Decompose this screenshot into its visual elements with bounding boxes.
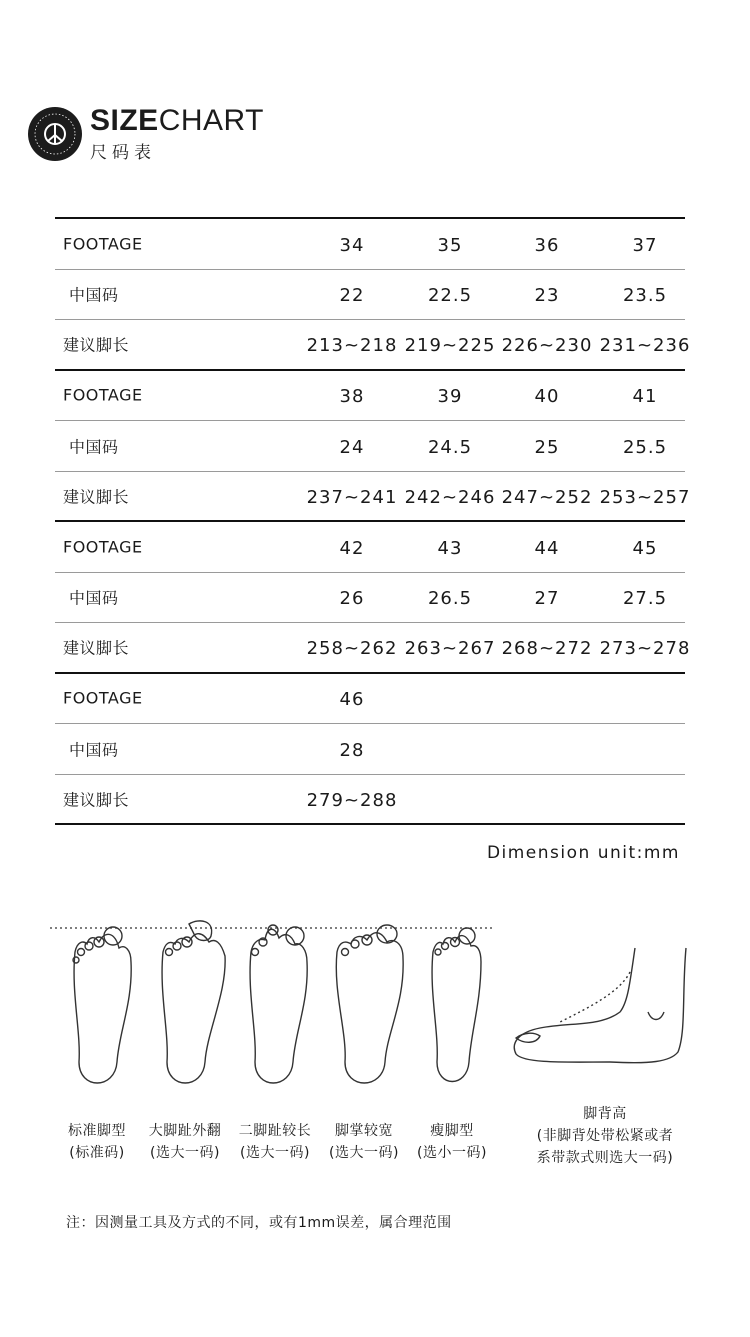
table-row-length <box>55 320 691 371</box>
row-label: FOOTAGE <box>63 234 143 254</box>
foot-illustrations-svg <box>45 912 695 1092</box>
table-cell: 28 <box>339 739 365 761</box>
table-cell: 231~236 <box>599 335 691 357</box>
bunion-foot-icon <box>162 921 225 1083</box>
row-label: 中国码 <box>69 588 119 608</box>
table-cell: 242~246 <box>404 486 496 508</box>
measurement-note: 注：因测量工具及方式的不同，或有1mm误差，属合理范围 <box>66 1215 452 1231</box>
table-cell: 273~278 <box>599 638 691 660</box>
table-cell: 41 <box>632 386 658 408</box>
table-cell: 43 <box>437 537 463 559</box>
table-cell: 26 <box>339 588 365 610</box>
table-cell: 23.5 <box>622 285 668 307</box>
instep-advice-line2: 系带款式则选大一码) <box>536 1150 674 1166</box>
table-row-footage <box>55 674 685 725</box>
foot-type-name: 标准脚型 <box>68 1123 126 1139</box>
table-row-length <box>55 472 691 523</box>
foot-type-name: 瘦脚型 <box>430 1123 474 1139</box>
table-cell: 22.5 <box>427 285 473 307</box>
row-label: FOOTAGE <box>63 688 143 708</box>
table-cell: 279~288 <box>306 789 398 811</box>
row-label: FOOTAGE <box>63 537 143 557</box>
table-cell: 38 <box>339 386 365 408</box>
foot-type-advice: (选大一码) <box>150 1145 220 1161</box>
table-row-cn <box>55 573 685 624</box>
foot-type-advice: (选大一码) <box>329 1145 399 1161</box>
table-cell: 35 <box>437 234 463 256</box>
row-label: 建议脚长 <box>63 638 130 658</box>
table-cell: 213~218 <box>306 335 398 357</box>
foot-type-caption-long-second-toe <box>239 1120 312 1164</box>
brand-title-light: CHART <box>158 103 264 137</box>
table-row-length <box>55 623 691 674</box>
row-label: 建议脚长 <box>63 487 130 507</box>
peace-sign-icon <box>28 107 82 161</box>
row-label: 中国码 <box>69 285 119 305</box>
table-cell: 37 <box>632 234 658 256</box>
foot-type-name: 二脚趾较长 <box>238 1123 312 1139</box>
table-cell: 258~262 <box>306 638 398 660</box>
table-cell: 36 <box>534 234 560 256</box>
table-cell: 219~225 <box>404 335 496 357</box>
foot-type-name: 脚掌较宽 <box>335 1123 393 1139</box>
foot-type-caption-slim <box>417 1120 487 1164</box>
table-cell: 39 <box>437 386 463 408</box>
table-cell: 237~241 <box>306 486 398 508</box>
table-row-footage <box>55 219 685 270</box>
foot-type-advice: (选大一码) <box>240 1145 310 1161</box>
table-cell: 23 <box>534 285 560 307</box>
table-cell: 42 <box>339 537 365 559</box>
table-cell: 226~230 <box>501 335 593 357</box>
brand-title <box>90 103 264 137</box>
table-cell: 268~272 <box>501 638 593 660</box>
foot-type-caption-instep <box>537 1103 673 1169</box>
table-cell: 25 <box>534 436 560 458</box>
table-row-footage <box>55 371 685 422</box>
instep-name: 脚背高 <box>583 1106 627 1122</box>
table-row-cn <box>55 724 685 775</box>
foot-type-caption-standard <box>68 1120 126 1164</box>
row-label: 建议脚长 <box>63 335 130 355</box>
table-cell: 45 <box>632 537 658 559</box>
row-label: FOOTAGE <box>63 385 143 405</box>
table-cell: 34 <box>339 234 365 256</box>
high-instep-foot-icon <box>514 948 686 1063</box>
size-table <box>55 217 691 825</box>
foot-type-name: 大脚趾外翻 <box>148 1123 222 1139</box>
row-label: 建议脚长 <box>63 790 130 810</box>
table-row-length <box>55 775 685 826</box>
table-cell: 263~267 <box>404 638 496 660</box>
table-cell: 44 <box>534 537 560 559</box>
table-cell: 22 <box>339 285 365 307</box>
table-cell: 27 <box>534 588 560 610</box>
slim-foot-icon <box>432 928 481 1082</box>
table-cell: 24.5 <box>427 436 473 458</box>
long-second-toe-foot-icon <box>250 925 307 1083</box>
dimension-unit: Dimension unit:mm <box>486 843 680 863</box>
foot-type-caption-wide <box>329 1120 399 1164</box>
brand-title-bold: SIZE <box>90 103 159 137</box>
table-row-cn <box>55 421 685 472</box>
table-row-footage <box>55 522 685 573</box>
brand-subtitle: 尺码表 <box>90 142 156 163</box>
standard-foot-icon <box>73 927 131 1083</box>
table-cell: 253~257 <box>599 486 691 508</box>
foot-type-caption-bunion <box>149 1120 222 1164</box>
table-cell: 46 <box>339 689 365 711</box>
row-label: 中国码 <box>69 740 119 760</box>
foot-type-illustrations <box>45 912 695 1092</box>
table-cell: 25.5 <box>622 436 668 458</box>
instep-advice-line1: (非脚背处带松紧或者 <box>536 1128 674 1144</box>
table-cell: 40 <box>534 386 560 408</box>
table-row-cn <box>55 270 685 321</box>
table-cell: 27.5 <box>622 588 668 610</box>
table-cell: 24 <box>339 436 365 458</box>
foot-type-advice: (标准码) <box>69 1145 125 1161</box>
wide-foot-icon <box>336 925 403 1083</box>
foot-outlines <box>73 921 686 1083</box>
table-cell: 247~252 <box>501 486 593 508</box>
size-chart-header <box>28 103 264 163</box>
row-label: 中国码 <box>69 437 119 457</box>
table-cell: 26.5 <box>427 588 473 610</box>
foot-type-advice: (选小一码) <box>417 1145 487 1161</box>
